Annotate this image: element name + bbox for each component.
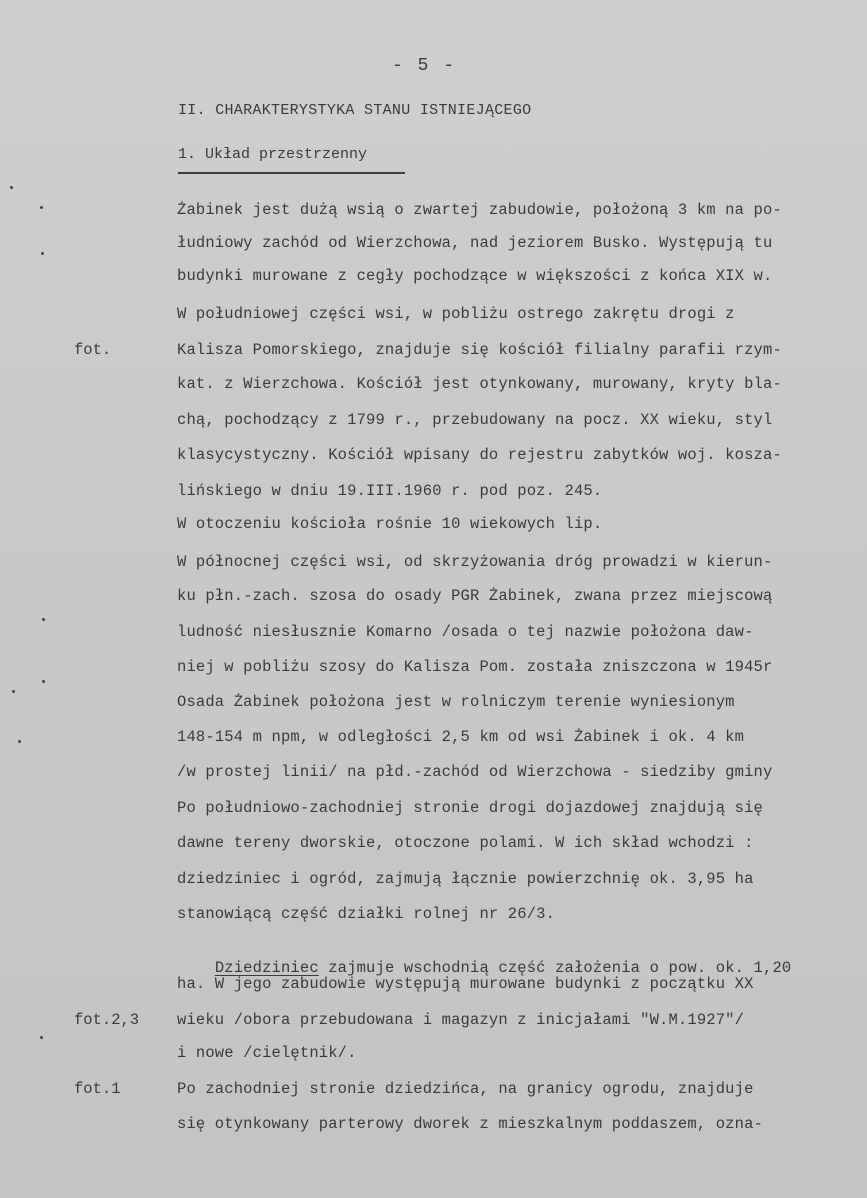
text-line: budynki murowane z cegły pochodzące w większości z końca XIX w. [177,267,773,285]
text-line: ku płn.-zach. szosa do osady PGR Żabinek, zwana przez miejscową [177,587,773,605]
speck [40,1036,43,1039]
underlined-term: Dziedziniec [214,959,319,977]
speck [18,740,21,743]
speck [10,186,13,189]
text-line: się otynkowany parterowy dworek z mieszkalnym poddaszem, ozna- [177,1115,763,1133]
text-line: lińskiego w dniu 19.III.1960 r. pod poz. 245. [177,482,603,500]
text-line: W otoczeniu kościoła rośnie 10 wiekowych lip. [177,515,603,533]
margin-note: fot.2,3 [74,1011,140,1029]
text-line: ha. W jego zabudowie występują murowane budynki z początku XX [177,975,754,993]
text-line: W północnej części wsi, od skrzyżowania dróg prowadzi w kierun- [177,553,773,571]
text-line: chą, pochodzący z 1799 r., przebudowany na pocz. XX wieku, styl [177,411,773,429]
text-line: Kalisza Pomorskiego, znajduje się kościół filialny parafii rzym- [177,341,782,359]
text-line: 148-154 m npm, w odległości 2,5 km od wsi Żabinek i ok. 4 km [177,728,745,746]
text-line: i nowe /cielętnik/. [177,1044,357,1062]
text-line: ludność niesłusznie Komarno /osada o tej nazwie położona daw- [177,623,754,641]
text-line: Osada Żabinek położona jest w rolniczym terenie wyniesionym [177,693,735,711]
subsection-heading: 1. Układ przestrzenny [178,146,368,163]
speck [42,680,45,683]
section-heading: II. CHARAKTERYSTYKA STANU ISTNIEJĄCEGO [178,102,532,119]
text-line: Po południowo-zachodniej stronie drogi dojazdowej znajdują się [177,799,763,817]
speck [41,252,44,255]
text-line: łudniowy zachód od Wierzchowa, nad jeziorem Busko. Występują tu [177,234,773,252]
text-line: niej w pobliżu szosy do Kalisza Pom. została zniszczona w 1945r [177,658,773,676]
speck [40,206,43,209]
heading-underline [178,172,405,174]
text-line: stanowiącą część działki rolnej nr 26/3. [177,905,556,923]
margin-note: fot. [74,341,112,359]
speck [12,690,15,693]
text-line: dawne tereny dworskie, otoczone polami. W ich skład wchodzi : [177,834,754,852]
text-line: kat. z Wierzchowa. Kościół jest otynkowany, murowany, kryty bla- [177,375,782,393]
text-line-rest: zajmuje wschodnią część założenia o pow. ok. 1,20 [328,959,792,977]
text-line: dziedziniec i ogród, zajmują łącznie powierzchnię ok. 3,95 ha [177,870,754,888]
margin-note: fot.1 [74,1080,121,1098]
speck [42,618,45,621]
text-line: W południowej części wsi, w pobliżu ostrego zakrętu drogi z [177,305,735,323]
page-number: - 5 - [392,56,457,76]
text-line: Po zachodniej stronie dziedzińca, na granicy ogrodu, znajduje [177,1080,754,1098]
text-line: wieku /obora przebudowana i magazyn z inicjałami "W.M.1927"/ [177,1011,745,1029]
text-line: Żabinek jest dużą wsią o zwartej zabudowie, położoną 3 km na po- [177,201,782,219]
text-line: klasycystyczny. Kościół wpisany do rejestru zabytków woj. kosza- [177,446,782,464]
text-line: /w prostej linii/ na płd.-zachód od Wierzchowa - siedziby gminy [177,763,773,781]
